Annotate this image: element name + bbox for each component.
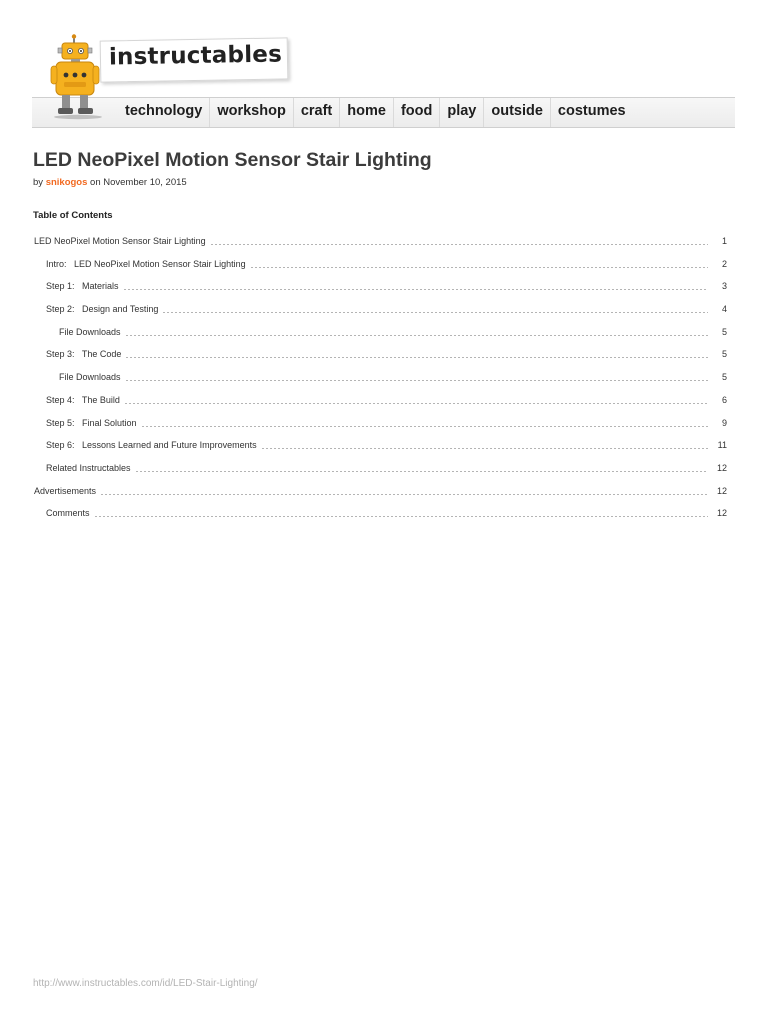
byline-prefix: by [33, 177, 44, 188]
toc-dot-leader [162, 304, 708, 314]
toc-entry-label: Step 6: Lessons Learned and Future Improvements [46, 440, 257, 451]
logo-wordmark-box[interactable] [100, 37, 289, 82]
toc-dot-leader [94, 508, 708, 518]
toc-entry[interactable] [33, 349, 727, 372]
toc-entry[interactable] [33, 508, 727, 531]
toc-entry-label: Advertisements [34, 485, 97, 496]
toc-entry-label: Comments [46, 508, 90, 519]
toc-entry[interactable] [33, 372, 727, 395]
toc-entry[interactable] [33, 259, 727, 282]
nav-item-workshop[interactable]: workshop [210, 98, 293, 127]
toc-dot-leader [261, 440, 708, 450]
nav-item-technology[interactable]: technology [118, 98, 210, 127]
site-header [0, 0, 768, 132]
author-link[interactable]: snikogos [45, 177, 88, 188]
toc-entry[interactable] [33, 440, 727, 463]
toc-entry-page-number: 2 [721, 258, 727, 269]
toc-entry[interactable] [33, 463, 727, 486]
toc-entry[interactable] [33, 281, 727, 304]
toc-dot-leader [250, 259, 708, 269]
toc-entry-page-number: 3 [721, 281, 727, 292]
toc-heading: Table of Contents [33, 210, 113, 221]
toc-entry-page-number: 5 [721, 349, 727, 360]
toc-entry[interactable] [33, 486, 727, 509]
toc-dot-leader [125, 349, 708, 359]
toc-dot-leader [100, 486, 708, 496]
toc-entry-label: File Downloads [59, 372, 121, 383]
toc-entry-label: Step 3: The Code [46, 349, 122, 360]
toc-entry-page-number: 9 [721, 417, 727, 428]
toc-entry-label: Step 1: Materials [46, 281, 119, 292]
toc-entry-page-number: 11 [717, 440, 727, 451]
toc-dot-leader [135, 463, 708, 473]
nav-item-costumes[interactable]: costumes [557, 103, 626, 119]
category-nav-list [118, 98, 633, 127]
toc-entry-page-number: 12 [716, 462, 727, 473]
toc-entry-page-number: 5 [721, 372, 727, 383]
toc-entry-page-number: 5 [721, 326, 727, 337]
toc-entry-page-number: 12 [716, 508, 727, 519]
toc-entry-page-number: 6 [721, 394, 727, 405]
toc-dot-leader [125, 327, 708, 337]
toc-entry[interactable] [33, 395, 727, 418]
page-title: LED NeoPixel Motion Sensor Stair Lighting [33, 149, 432, 171]
toc-entry[interactable] [33, 236, 727, 259]
byline [33, 177, 187, 188]
toc-dot-leader [123, 281, 708, 291]
toc-entry[interactable] [33, 418, 727, 441]
nav-item-craft[interactable]: craft [294, 98, 340, 127]
category-nav-bar [32, 97, 735, 128]
nav-item-food[interactable]: food [394, 98, 440, 127]
toc-entry-label: File Downloads [59, 326, 121, 337]
toc-dot-leader [141, 418, 708, 428]
toc-entry-label: LED NeoPixel Motion Sensor Stair Lighting [34, 236, 206, 246]
toc-dot-leader [210, 236, 708, 246]
publish-date: on November 10, 2015 [90, 177, 187, 188]
toc-entry-label: Related Instructables [46, 462, 131, 473]
nav-item-home[interactable]: home [340, 98, 394, 127]
table-of-contents [33, 236, 727, 531]
toc-entry-page-number: 1 [721, 236, 727, 246]
toc-entry-label: Step 5: Final Solution [46, 417, 137, 428]
site-logo-text: instructables [108, 41, 283, 71]
nav-item-outside[interactable]: outside [484, 98, 551, 127]
toc-dot-leader [125, 372, 708, 382]
toc-entry-page-number: 4 [721, 304, 727, 315]
toc-entry[interactable] [33, 304, 727, 327]
toc-entry[interactable] [33, 327, 727, 350]
toc-dot-leader [124, 395, 708, 405]
toc-entry-label: Step 2: Design and Testing [46, 304, 159, 315]
footer-url[interactable]: http://www.instructables.com/id/LED-Stair-Lighting/ [33, 978, 258, 989]
toc-entry-label: Step 4: The Build [46, 394, 120, 405]
toc-entry-page-number: 12 [716, 485, 727, 496]
nav-item-play[interactable]: play [440, 98, 484, 127]
toc-entry-label: Intro: LED NeoPixel Motion Sensor Stair Lighting [46, 258, 246, 269]
